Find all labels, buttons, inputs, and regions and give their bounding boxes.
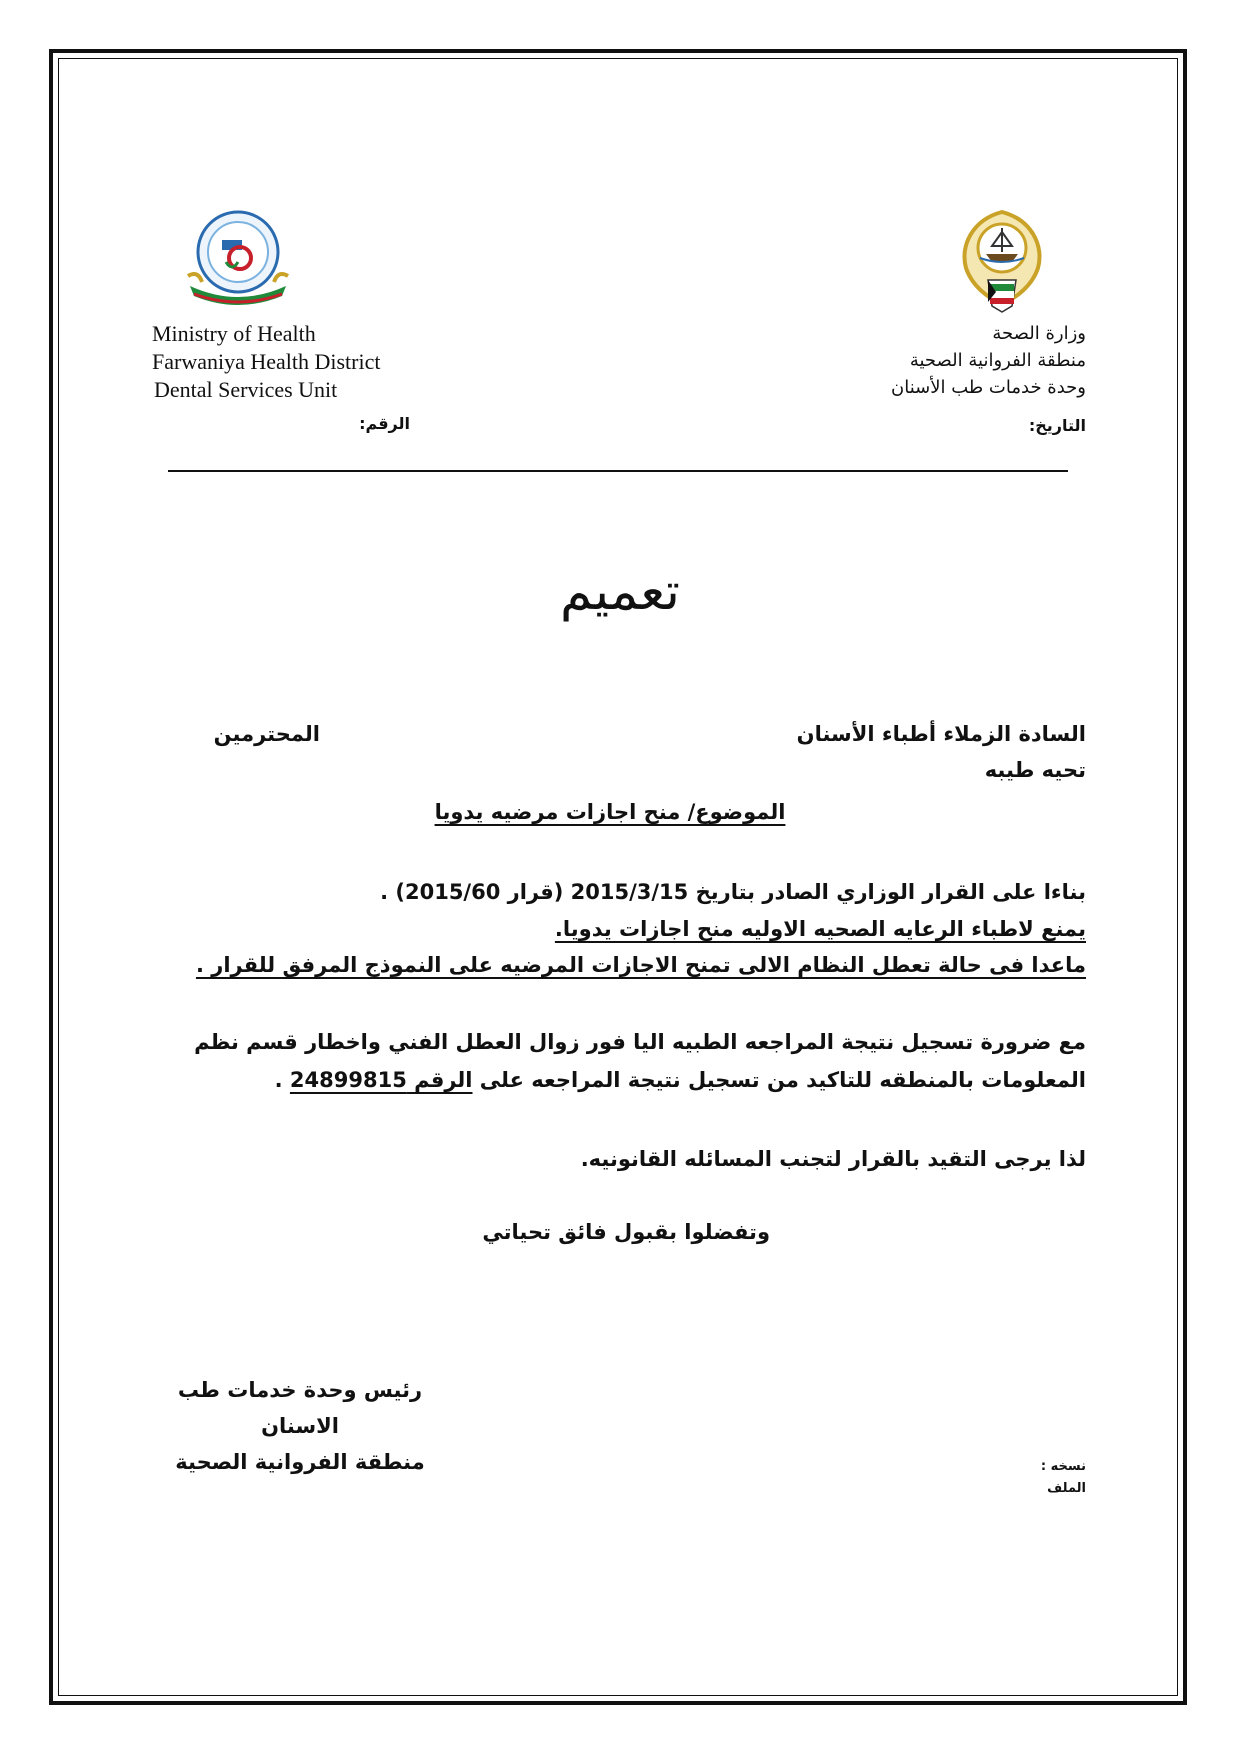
header-right-line-1: وزارة الصحة xyxy=(992,323,1086,344)
para2-text: المعلومات بالمنطقه للتاكيد من تسجيل نتيجة المراجعه على xyxy=(472,1068,1086,1092)
page-title: تعميم xyxy=(560,562,680,622)
greeting: تحيه طيبه xyxy=(984,758,1086,782)
header-right-line-3: وحدة خدمات طب الأسنان xyxy=(891,377,1086,398)
signature-district: منطقة الفروانية الصحية xyxy=(175,1450,425,1474)
addressee-honorific: المحترمين xyxy=(213,722,320,746)
body-line-3: ماعدا فى حالة تعطل النظام الالى تمنح الاجازات المرضيه على النموذج المرفق للقرار . xyxy=(195,953,1086,977)
body-para3: لذا يرجى التقيد بالقرار لتجنب المسائله القانونيه. xyxy=(580,1147,1086,1171)
body-line-1: بناءا على القرار الوزاري الصادر بتاريخ 2015/3/15 (قرار 2015/60) . xyxy=(380,880,1086,904)
header-divider xyxy=(168,470,1068,472)
copies-label: نسخه : xyxy=(1040,1459,1086,1474)
reference-number-label: الرقم: xyxy=(359,414,410,433)
header-right-line-2: منطقة الفروانية الصحية xyxy=(909,350,1086,371)
body-line-2: يمنع لاطباء الرعايه الصحيه الاوليه منح اجازات يدويا. xyxy=(554,917,1086,941)
header-left-line-1: Ministry of Health xyxy=(152,321,316,346)
farwaniya-health-logo xyxy=(182,206,294,310)
closing-line: وتفضلوا بقبول فائق تحياتي xyxy=(482,1220,770,1244)
header-left-line-3: Dental Services Unit xyxy=(154,377,338,402)
signature-block xyxy=(140,1372,460,1480)
copies-file: الملف xyxy=(1047,1481,1086,1496)
date-label: التاريخ: xyxy=(1028,416,1086,435)
para2-end: . xyxy=(274,1068,290,1092)
header-english xyxy=(152,320,512,404)
header-arabic xyxy=(726,320,1086,401)
kuwait-emblem xyxy=(952,206,1052,318)
body-para2-line-2 xyxy=(146,1068,1086,1092)
addressee-recipients: السادة الزملاء أطباء الأسنان xyxy=(796,722,1086,746)
copies-block xyxy=(936,1456,1086,1500)
body-para2-line-1: مع ضرورة تسجيل نتيجة المراجعه الطبيه اليا فور زوال العطل الفني واخطار قسم نظم xyxy=(194,1030,1086,1054)
signature-title: رئيس وحدة خدمات طب الاسنان xyxy=(177,1378,423,1438)
phone-number: الرقم 24899815 xyxy=(289,1068,473,1092)
header-left-line-2: Farwaniya Health District xyxy=(152,349,381,374)
subject-line: الموضوع/ منح اجازات مرضيه يدويا xyxy=(434,800,786,824)
